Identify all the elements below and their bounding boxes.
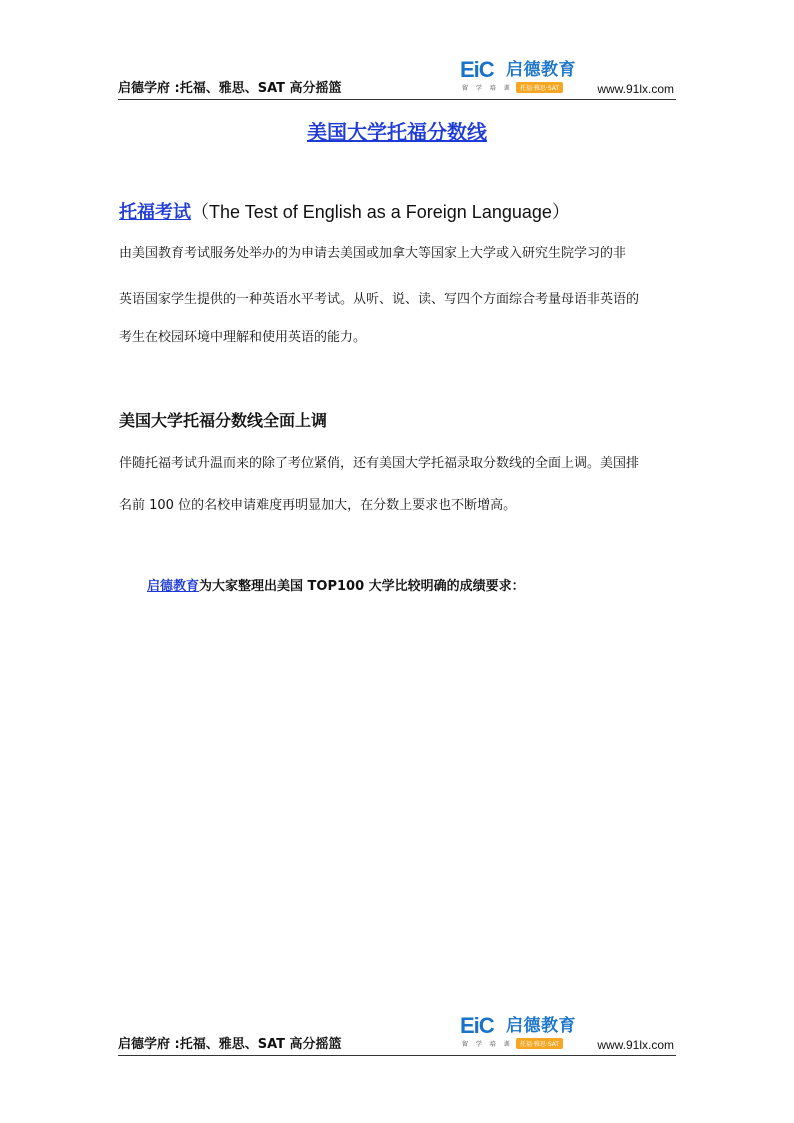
logo-letters: EiC <box>460 1013 494 1038</box>
eic-link[interactable]: 启德教育 <box>147 579 200 594</box>
logo-subtitle: 留 学 培 训 <box>462 1041 513 1048</box>
header-divider <box>118 99 676 100</box>
toefl-heading-rest: （The Test of English as a Foreign Language） <box>191 202 570 222</box>
logo-name: 启德教育 <box>506 60 576 80</box>
page-header <box>118 56 676 100</box>
intro-text: 为大家整理出美国 TOP100 大学比较明确的成绩要求： <box>199 579 525 594</box>
logo-tag: 托福·雅思·SAT <box>516 82 563 93</box>
logo-name: 启德教育 <box>506 1016 576 1036</box>
page-title[interactable]: 美国大学托福分数线 <box>307 120 487 144</box>
header-url[interactable]: www.91lx.com <box>597 82 674 96</box>
paragraph-line: 英语国家学生提供的一种英语水平考试。从听、说、读、写四个方面综合考量母语非英语的 <box>119 292 640 307</box>
paragraph-line: 伴随托福考试升温而来的除了考位紧俏，还有美国大学托福录取分数线的全面上调。美国排 <box>119 456 640 471</box>
logo-subtitle: 留 学 培 训 <box>462 85 513 92</box>
toefl-heading <box>119 198 570 224</box>
footer-site-text: 启德学府 :托福、雅思、SAT 高分摇篮 <box>118 1037 342 1052</box>
footer-url[interactable]: www.91lx.com <box>597 1038 674 1052</box>
toefl-link[interactable]: 托福考试 <box>119 202 191 223</box>
section-heading: 美国大学托福分数线全面上调 <box>119 411 328 430</box>
footer-divider <box>118 1055 676 1056</box>
paragraph-line: 由美国教育考试服务处举办的为申请去美国或加拿大等国家上大学或入研究生院学习的非 <box>119 246 627 261</box>
logo-letters: EiC <box>460 57 494 82</box>
page-footer <box>118 1012 676 1056</box>
header-site-text: 启德学府 :托福、雅思、SAT 高分摇篮 <box>118 81 342 96</box>
logo-tag: 托福·雅思·SAT <box>516 1038 563 1049</box>
eic-logo <box>460 1014 578 1050</box>
paragraph-line: 考生在校园环境中理解和使用英语的能力。 <box>119 330 367 345</box>
intro-line <box>147 575 525 594</box>
eic-logo <box>460 58 578 94</box>
paragraph-line: 名前 100 位的名校申请难度再明显加大，在分数上要求也不断增高。 <box>119 498 517 513</box>
